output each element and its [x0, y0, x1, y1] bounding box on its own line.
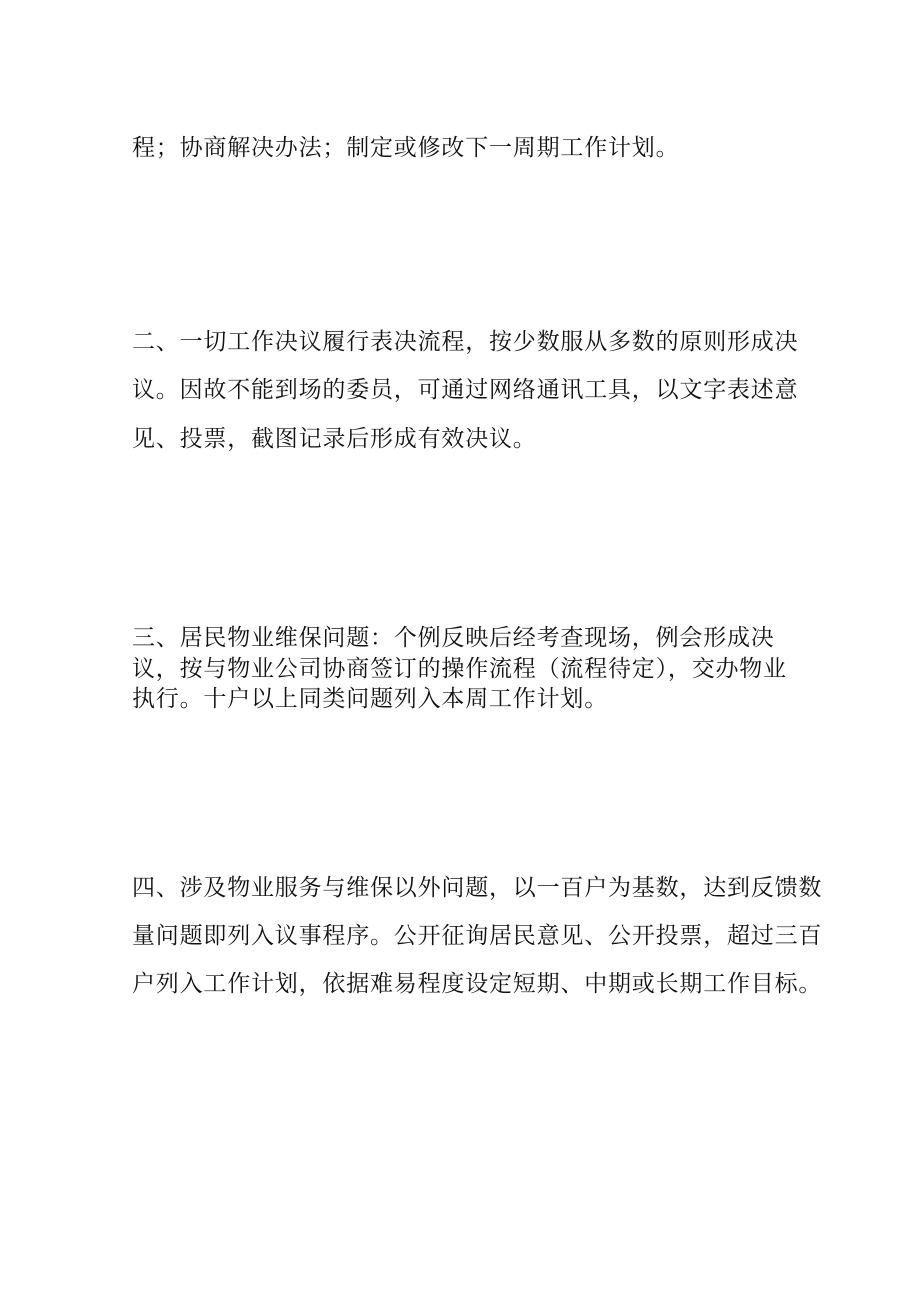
text-line: 执行。十户以上同类问题列入本周工作计划。 — [132, 686, 608, 712]
text-line: 议。因故不能到场的委员，可通过网络通讯工具，以文字表述意 — [132, 377, 799, 403]
text-line: 四、涉及物业服务与维保以外问题，以一百户为基数，达到反馈数 — [132, 875, 823, 901]
text-line: 议，按与物业公司协商签订的操作流程（流程待定），交办物业 — [132, 656, 787, 682]
text-line: 户列入工作计划，依据难易程度设定短期、中期或长期工作目标。 — [132, 971, 823, 997]
text-line: 程；协商解决办法；制定或修改下一周期工作计划。 — [132, 135, 680, 161]
text-line: 二、一切工作决议履行表决流程，按少数服从多数的原则形成决 — [132, 329, 799, 355]
text-line: 见、投票，截图记录后形成有效决议。 — [132, 426, 537, 452]
text-line: 量问题即列入议事程序。公开征询居民意见、公开投票，超过三百 — [132, 923, 823, 949]
text-line: 三、居民物业维保问题：个例反映后经考查现场，例会形成决 — [132, 625, 775, 651]
